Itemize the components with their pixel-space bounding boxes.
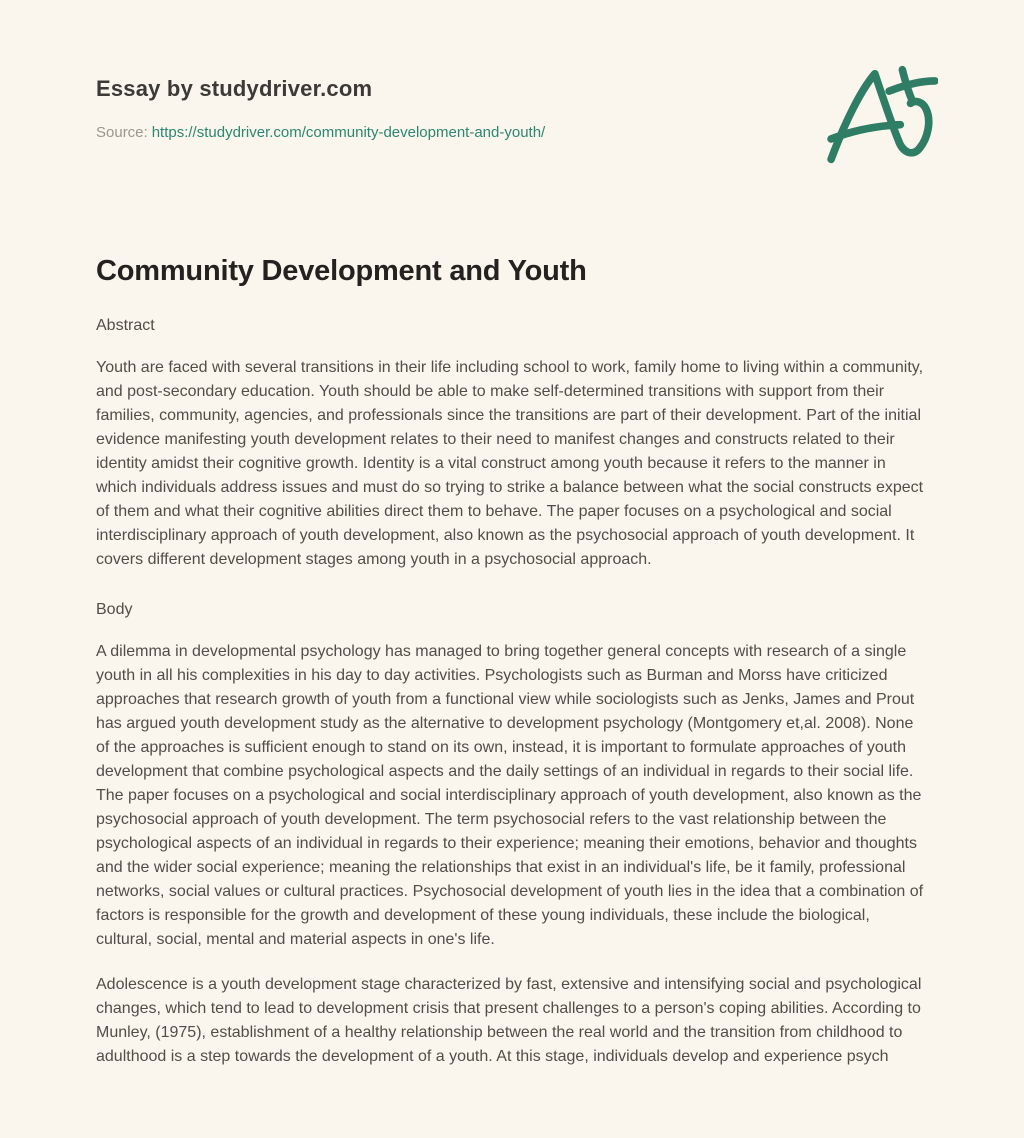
studydriver-a-plus-logo-icon xyxy=(826,58,938,166)
abstract-paragraph: Youth are faced with several transitions in their life including school to work, family home to living within a community, and post-secondary education. Youth should be able to make self-determined transitions with support from their families, community, agencies, and professionals since the transitions are part of their development. Part of the initial evidence manifesting youth development relates to their need to manifest changes and constructs related to their identity amidst their cognitive growth. Identity is a vital construct among youth because it refers to the manner in which individuals address issues and must do so trying to strike a balance between what the social constructs expect of them and what their cognitive abilities direct them to behave. The paper focuses on a psychological and social interdisciplinary approach of youth development, also known as the psychosocial approach of youth development. It covers different development stages among youth in a psychosocial approach. xyxy=(96,359,924,568)
essay-by-heading: Essay by studydriver.com xyxy=(96,76,373,101)
source-label: Source: xyxy=(96,124,148,141)
section-heading-body: Body xyxy=(96,601,133,618)
section-heading-abstract: Abstract xyxy=(96,317,155,334)
body-paragraph-2: Adolescence is a youth development stage characterized by fast, extensive and intensifying social and psychological changes, which tend to lead to development crisis that present challenges to a person's coping abilities. According to Munley, (1975), establishment of a healthy relationship between the real world and the transition from childhood to adulthood is a step towards the development of a youth. At this stage, individuals develop and experience psych xyxy=(96,976,922,1065)
source-url-link[interactable]: https://studydriver.com/community-development-and-youth/ xyxy=(151,124,546,141)
essay-title: Community Development and Youth xyxy=(96,255,587,287)
body-paragraph-1: A dilemma in developmental psychology has managed to bring together general concepts with research of a single youth in all his complexities in his day to day activities. Psychologists such as Burman and Morss have criticized approaches that research growth of youth from a functional view while sociologists such as Jenks, James and Prout has argued youth development study as the alternative to development psychology (Montgomery et,al. 2008). None of the approaches is sufficient enough to stand on its own, instead, it is important to formulate approaches of youth development that combine psychological aspects and the daily settings of an individual in regards to their social life. The paper focuses on a psychological and social interdisciplinary approach of youth development, also known as the psychosocial approach of youth development. The term psychosocial refers to the vast relationship between the psychological aspects of an individual in regards to their experience; meaning their emotions, behavior and thoughts and the wider social experience; meaning the relationships that exist in an individual's life, be it family, professional networks, social values or cultural practices. Psychosocial development of youth lies in the idea that a combination of factors is responsible for the growth and development of these young individuals, these include the biological, cultural, social, mental and material aspects in one's life. xyxy=(96,643,924,948)
source-line xyxy=(96,124,924,141)
